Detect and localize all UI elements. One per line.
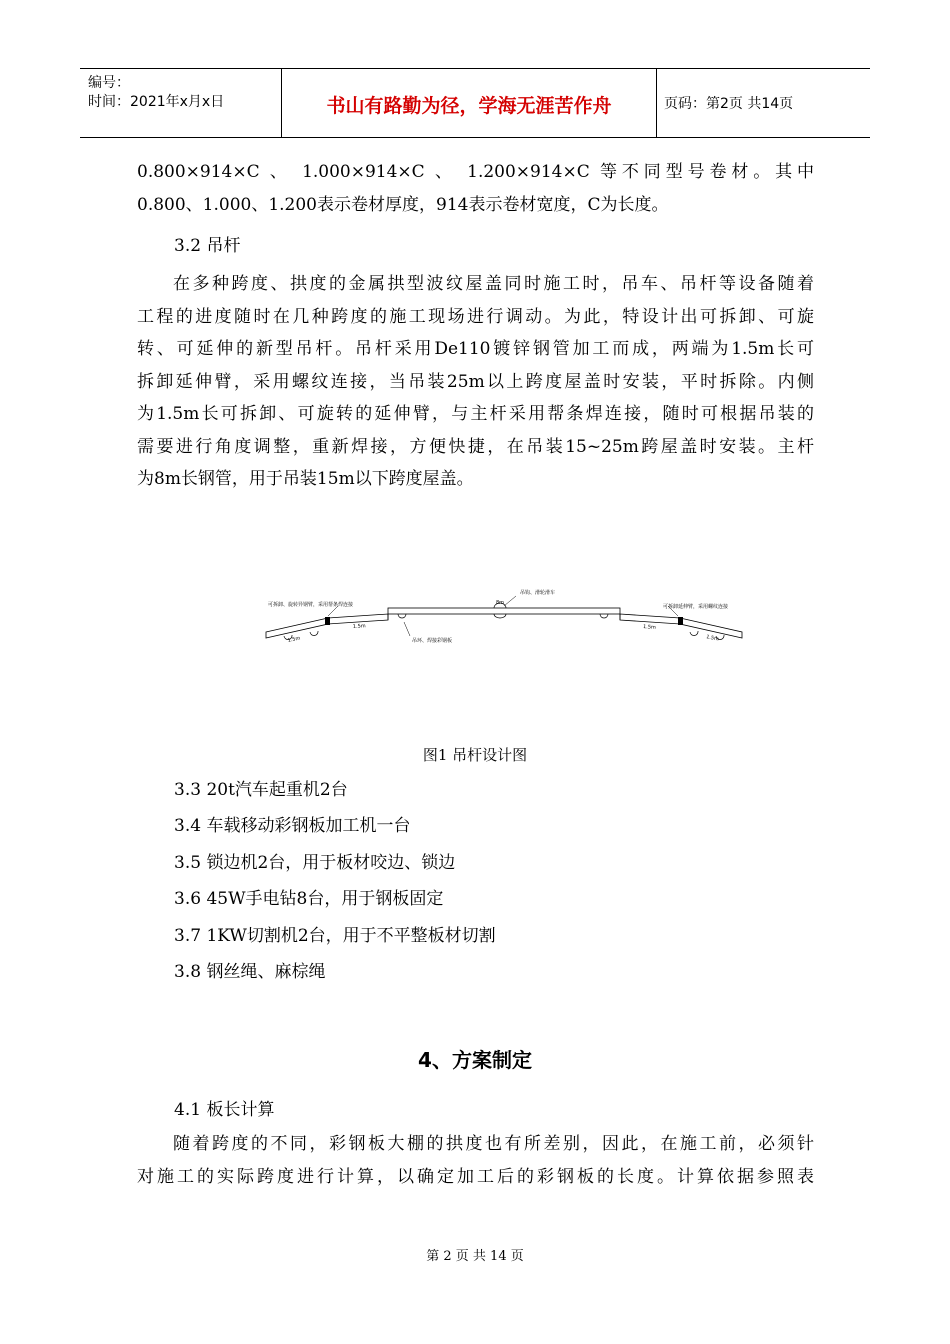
header-meta-cell	[80, 69, 282, 137]
figure-caption: 图1 吊杆设计图	[422, 746, 528, 764]
paragraph-materials	[137, 156, 814, 221]
paragraph-line: 需要进行角度调整，重新焊接，方便快捷，在吊装15~25m跨屋盖时安装。主杆	[137, 436, 814, 457]
header-page-info: 页码：第2页 共14页	[664, 96, 794, 112]
figure-label-top: 吊钩、滑轮滑车	[520, 590, 556, 596]
paragraph-line: 为8m长钢管，用于吊装15m以下跨度屋盖。	[137, 469, 474, 489]
main-pipe	[388, 608, 620, 614]
paragraph-line: 对施工的实际跨度进行计算，以确定加工后的彩钢板的长度。计算依据参照表	[137, 1166, 814, 1187]
left-joint	[325, 617, 330, 625]
figure-label-left: 可拆卸、旋转异钢臂，采用帮条焊连接	[268, 602, 354, 608]
paragraph-line: 拆卸延伸臂，采用螺纹连接，当吊装25m以上跨度屋盖时安装，平时拆除。内侧	[137, 371, 814, 392]
section-4-1-title: 4.1 板长计算	[174, 1100, 275, 1120]
boom-design-figure	[258, 578, 758, 658]
paragraph-boom	[137, 268, 814, 496]
list-item: 3.8 钢丝绳、麻棕绳	[174, 962, 326, 982]
list-item: 3.3 20t汽车起重机2台	[174, 780, 348, 800]
section-3-2-title: 3.2 吊杆	[174, 236, 241, 256]
header-motto-cell	[282, 69, 657, 137]
left-inner-arm	[328, 614, 388, 624]
lifting-ring	[398, 614, 406, 618]
figure-dim: 1.5m	[287, 635, 301, 644]
header-motto: 书山有路勤为径，学海无涯苦作舟	[326, 95, 612, 117]
paragraph-line: 随着跨度的不同，彩钢板大棚的拱度也有所差别，因此，在施工前，必须针	[173, 1134, 814, 1154]
figure-label-bottom: 吊环、焊接彩钢板	[412, 638, 453, 644]
paragraph-line: 0.800、1.000、1.200表示卷材厚度，914表示卷材宽度，C为长度。	[137, 194, 669, 215]
pulley	[494, 614, 506, 618]
document-number-label: 编号：	[88, 75, 130, 91]
list-item: 3.5 锁边机2台，用于板材咬边、锁边	[174, 853, 456, 873]
list-item: 3.6 45W手电钻8台，用于钢板固定	[174, 889, 444, 909]
figure-dim: 1.5m	[352, 623, 366, 630]
paragraph-line: 为1.5m长可拆卸、可旋转的延伸臂，与主杆采用帮条焊连接，随时可根据吊装的	[137, 404, 814, 424]
document-time-label: 时间：2021年x月x日	[88, 94, 225, 110]
list-item: 3.4 车载移动彩钢板加工机一台	[174, 816, 411, 836]
figure-label-mid: 8m	[496, 600, 505, 606]
paragraph-plate-length	[137, 1128, 814, 1193]
section-4-heading: 4、方案制定	[418, 1048, 532, 1072]
figure-dim: 1.5m	[705, 634, 720, 643]
list-item: 3.7 1KW切割机2台，用于不平整板材切割	[174, 926, 496, 946]
paragraph-line: 0.800×914×C 、 1.000×914×C 、 1.200×914×C 等不同型号卷材。其中	[137, 162, 814, 182]
figure-label-right: 可拆卸延伸臂，采用螺纹连接	[663, 604, 729, 610]
paragraph-line: 在多种跨度、拱度的金属拱型波纹屋盖同时施工时，吊车、吊杆等设备随着	[173, 274, 814, 294]
paragraph-line: 工程的进度随时在几种跨度的施工现场进行调动。为此，特设计出可拆卸、可旋	[137, 306, 814, 327]
lifting-ring	[600, 614, 608, 618]
figure-dim: 1.5m	[642, 624, 657, 631]
page-header	[80, 68, 870, 138]
hook	[310, 631, 318, 636]
hook	[690, 631, 698, 636]
paragraph-line: 转、可延伸的新型吊杆。吊杆采用De110镀锌钢管加工而成，两端为1.5m长可	[137, 339, 814, 359]
page-footer: 第 2 页 共 14 页	[426, 1249, 524, 1264]
right-inner-arm	[620, 614, 680, 624]
